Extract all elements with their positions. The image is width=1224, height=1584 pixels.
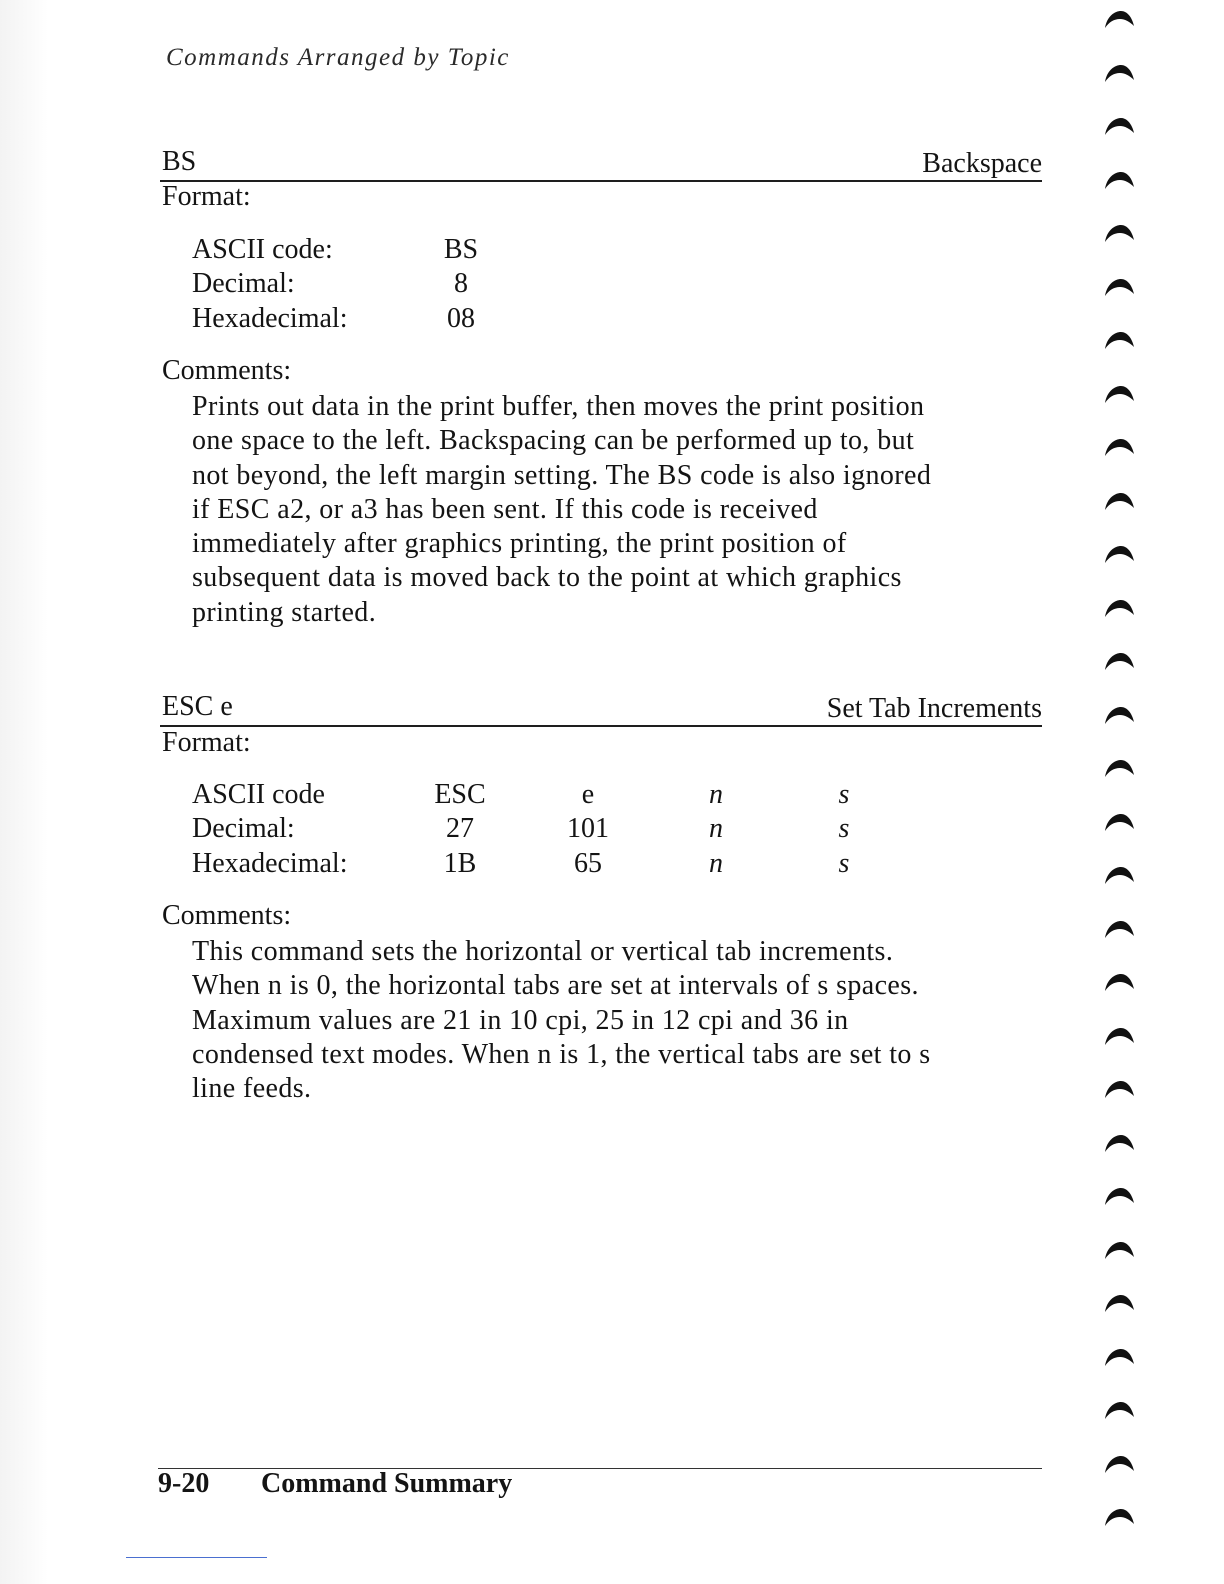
format-value: 65 bbox=[574, 848, 602, 879]
comment-line: condensed text modes. When n is 1, the vertical tabs are set to s bbox=[192, 1038, 931, 1070]
comment-line: subsequent data is moved back to the point at which graphics bbox=[192, 562, 902, 594]
scan-artifact-line bbox=[126, 1557, 267, 1558]
binding-hole bbox=[1103, 1132, 1135, 1154]
page-edge-shadow bbox=[0, 0, 48, 1584]
binding-hole bbox=[1103, 1025, 1135, 1047]
binding-hole bbox=[1103, 436, 1135, 458]
binding-hole bbox=[1103, 971, 1135, 993]
comment-line: Maximum values are 21 in 10 cpi, 25 in 12 cpi and 36 in bbox=[192, 1004, 849, 1036]
comments-label: Comments: bbox=[162, 355, 292, 386]
binding-hole bbox=[1103, 1506, 1135, 1528]
binding-hole bbox=[1103, 8, 1135, 30]
binding-hole bbox=[1103, 704, 1135, 726]
command-code: ESC e bbox=[162, 691, 233, 722]
binding-hole bbox=[1103, 864, 1135, 886]
comment-line: if ESC a2, or a3 has been sent. If this code is received bbox=[192, 493, 818, 525]
format-row-label: ASCII code bbox=[192, 779, 325, 810]
binding-hole bbox=[1103, 490, 1135, 512]
binding-hole bbox=[1103, 1239, 1135, 1261]
comment-line: This command sets the horizontal or vertical tab increments. bbox=[192, 936, 894, 967]
binding-hole bbox=[1103, 383, 1135, 405]
format-variable: n bbox=[709, 848, 723, 879]
comments-body bbox=[192, 935, 1042, 1106]
binding-hole bbox=[1103, 918, 1135, 940]
format-label: Format: bbox=[162, 181, 251, 212]
format-variable: n bbox=[709, 779, 723, 810]
format-label: Format: bbox=[162, 727, 251, 758]
binding-hole bbox=[1103, 222, 1135, 244]
command-header-bs bbox=[160, 144, 1042, 182]
format-row-label: Decimal: bbox=[192, 268, 295, 299]
binding-hole bbox=[1103, 329, 1135, 351]
page-number: 9-20 bbox=[158, 1468, 210, 1499]
command-title: Backspace bbox=[922, 148, 1042, 179]
format-variable: n bbox=[709, 813, 723, 844]
binding-hole bbox=[1103, 1292, 1135, 1314]
format-value: 08 bbox=[447, 303, 475, 334]
binding-hole bbox=[1103, 811, 1135, 833]
comments-label: Comments: bbox=[162, 900, 292, 931]
section-title: Command Summary bbox=[261, 1468, 513, 1499]
format-value: ESC bbox=[434, 779, 486, 810]
binding-hole bbox=[1103, 276, 1135, 298]
binding-hole bbox=[1103, 115, 1135, 137]
command-code: BS bbox=[162, 146, 197, 177]
spiral-binding bbox=[1100, 0, 1140, 1584]
comment-line: When n is 0, the horizontal tabs are set at intervals of s spaces. bbox=[192, 970, 919, 1002]
comment-line: printing started. bbox=[192, 596, 377, 628]
comment-line: line feeds. bbox=[192, 1073, 312, 1105]
format-row-label: ASCII code: bbox=[192, 234, 333, 265]
format-row-label: Decimal: bbox=[192, 813, 295, 844]
command-title: Set Tab Increments bbox=[826, 693, 1042, 724]
binding-hole bbox=[1103, 650, 1135, 672]
format-value: 1B bbox=[443, 848, 477, 879]
binding-hole bbox=[1103, 597, 1135, 619]
binding-hole bbox=[1103, 169, 1135, 191]
format-value: 27 bbox=[446, 813, 474, 844]
comment-line: not beyond, the left margin setting. The BS code is also ignored bbox=[192, 459, 932, 491]
binding-hole bbox=[1103, 757, 1135, 779]
format-row-label: Hexadecimal: bbox=[192, 303, 348, 334]
comment-line: Prints out data in the print buffer, then moves the print position bbox=[192, 391, 925, 422]
binding-hole bbox=[1103, 1453, 1135, 1475]
format-variable: s bbox=[838, 848, 850, 879]
format-value: BS bbox=[443, 234, 479, 265]
binding-hole bbox=[1103, 1399, 1135, 1421]
comment-line: immediately after graphics printing, the print position of bbox=[192, 528, 847, 560]
format-value: 8 bbox=[454, 268, 468, 299]
format-variable: s bbox=[838, 813, 850, 844]
format-value: 101 bbox=[567, 813, 609, 844]
binding-hole bbox=[1103, 1185, 1135, 1207]
comment-line: one space to the left. Backspacing can be performed up to, but bbox=[192, 425, 915, 457]
comments-body bbox=[192, 390, 1042, 630]
format-value: e bbox=[581, 779, 595, 810]
binding-hole bbox=[1103, 1346, 1135, 1368]
format-row-label: Hexadecimal: bbox=[192, 848, 348, 879]
binding-hole bbox=[1103, 62, 1135, 84]
binding-hole bbox=[1103, 543, 1135, 565]
format-variable: s bbox=[838, 779, 850, 810]
running-header: Commands Arranged by Topic bbox=[166, 44, 510, 71]
command-header-esc-e bbox=[160, 689, 1042, 727]
binding-hole bbox=[1103, 1078, 1135, 1100]
